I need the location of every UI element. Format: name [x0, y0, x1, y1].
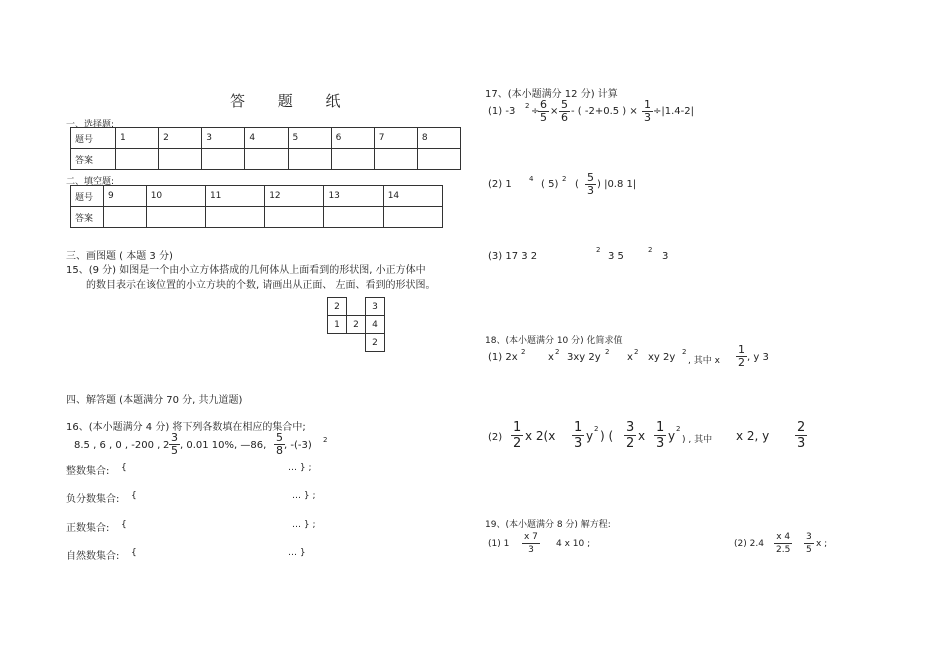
q18-p1-g: , y 3: [747, 352, 769, 363]
q16-numbers-c-sup: 2: [323, 436, 328, 444]
question-number: 8: [417, 128, 460, 149]
grid-cell: 3: [366, 298, 385, 316]
q16-numbers-c: , -(-3): [284, 440, 312, 451]
q17-p1-frac2: $\frac{5}{6}$: [561, 98, 568, 124]
q19-p2-b: x ;: [816, 539, 828, 549]
q18-heading: 18、(本小题满分 10 分) 化简求值: [485, 336, 623, 346]
question-number: 4: [245, 128, 288, 149]
q18-p2-h: x 2, y: [736, 429, 770, 443]
q17-p1-d: ÷|1.4-2|: [653, 106, 694, 117]
q18-p1-d: x: [627, 352, 633, 363]
answer-label: 答案: [71, 207, 104, 228]
answer-label: 答案: [71, 149, 116, 170]
table-row: [71, 128, 461, 149]
table-row: [71, 186, 443, 207]
grid-cell-empty: [347, 298, 366, 316]
q16-fraction: $\frac{5}{8}$: [276, 431, 283, 457]
q16-numbers-a: 8.5 , 6 , 0 , -200 ,: [74, 440, 161, 451]
section2-heading: 二、填空题:: [66, 177, 115, 187]
q18-p2-sup1: 2: [594, 425, 599, 433]
answer-cell[interactable]: [331, 149, 374, 170]
q17-p1-times: ×: [550, 106, 559, 117]
q17-p3: (3) 17 3 2: [488, 251, 538, 262]
q16-mixed-whole: 2: [163, 440, 170, 451]
q18-p1-e: xy 2y: [648, 352, 676, 363]
answer-cell[interactable]: [288, 149, 331, 170]
table-row: [71, 207, 443, 228]
grid-cell: 2: [347, 316, 366, 334]
q18-p2-frac2: $\frac{1}{3}$: [574, 420, 583, 451]
set-label-positive: 正数集合:: [66, 523, 110, 534]
q18-p1-a: (1) 2x: [488, 352, 518, 363]
answer-cell[interactable]: [245, 149, 288, 170]
answer-cell[interactable]: [202, 149, 245, 170]
answer-cell[interactable]: [374, 149, 417, 170]
answer-cell[interactable]: [265, 207, 324, 228]
q18-p2-frac1: $\frac{1}{2}$: [513, 420, 522, 451]
question-number: 11: [205, 186, 264, 207]
set-close: … } ;: [292, 520, 316, 530]
question-number: 6: [331, 128, 374, 149]
question-number: 7: [374, 128, 417, 149]
set-close: … } ;: [288, 463, 312, 473]
q19-p1-a: (1) 1: [488, 539, 510, 549]
header-label: 题号: [71, 186, 104, 207]
q18-p1-c: 3xy 2y: [567, 352, 601, 363]
set-label-natural: 自然数集合:: [66, 551, 120, 562]
q18-p2-b: x 2(x: [525, 429, 556, 443]
q19-p2-a: (2) 2.4: [734, 539, 764, 549]
q18-p2-e: x: [638, 429, 646, 443]
section4-heading: 四、解答题 (本题满分 70 分, 共九道题): [66, 395, 243, 406]
q17-p2-sup2: 2: [562, 175, 567, 183]
section3-heading: 三、画图题 ( 本题 3 分): [66, 251, 173, 262]
q18-p2-c: y: [586, 429, 594, 443]
q19-p1-b: 4 x 10 ;: [556, 539, 591, 549]
q17-p2-b: ( 5): [541, 179, 559, 190]
q17-heading: 17、(本小题满分 12 分) 计算: [485, 89, 618, 100]
q17-p2-a: (2) 1: [488, 179, 512, 190]
q17-p2-c: (: [575, 179, 579, 190]
answer-cell[interactable]: [324, 207, 383, 228]
set-label-integer: 整数集合:: [66, 466, 110, 477]
answer-cell[interactable]: [146, 207, 205, 228]
q15-line2: 的数目表示在该位置的小立方块的个数, 请画出从正面、 左面、看到的形状图。: [86, 280, 436, 291]
page-title: 答 题 纸: [230, 92, 355, 110]
q18-p1-sup2: 2: [555, 348, 560, 356]
q18-p1-sup3: 2: [605, 348, 610, 356]
answer-cell[interactable]: [417, 149, 460, 170]
q18-p2-sup2: 2: [676, 425, 681, 433]
q17-p2-frac: $\frac{5}{3}$: [587, 171, 594, 197]
fill-answer-table: [70, 185, 443, 228]
q18-p2-a: (2): [488, 432, 503, 443]
answer-cell[interactable]: [116, 149, 159, 170]
q17-p2-sup1: 4: [529, 175, 534, 183]
q18-p2-d: ) (: [600, 429, 614, 443]
q17-p2-d: ) |0.8 1|: [597, 179, 637, 190]
q17-p3-sup2: 2: [648, 246, 653, 254]
q18-p1-sup4: 2: [634, 348, 639, 356]
set-open: {: [131, 548, 137, 558]
answer-cell[interactable]: [159, 149, 202, 170]
q18-p1-frac: $\frac{1}{2}$: [738, 343, 745, 369]
q16-mixed-fraction: $\frac{3}{5}$: [171, 431, 178, 457]
q18-p1-sup1: 2: [521, 348, 526, 356]
grid-cell: 2: [366, 334, 385, 352]
q17-p1-frac1: $\frac{6}{5}$: [540, 98, 547, 124]
q17-p1-sup: 2: [525, 102, 530, 110]
header-label: 题号: [71, 128, 116, 149]
grid-cell-empty: [328, 334, 347, 352]
set-close: … } ;: [292, 491, 316, 501]
set-open: {: [121, 463, 127, 473]
q19-heading: 19、(本小题满分 8 分) 解方程:: [485, 520, 611, 530]
q18-p1-b: x: [548, 352, 554, 363]
q17-p3-c: 3: [662, 251, 669, 262]
top-view-grid: [327, 297, 385, 352]
question-number: 14: [383, 186, 442, 207]
question-number: 9: [104, 186, 147, 207]
question-number: 10: [146, 186, 205, 207]
q19-p2-frac1: $\frac{x 4}{2.5}$: [776, 532, 791, 555]
q18-p2-g: ) , 其中: [682, 435, 713, 445]
q19-p1-frac: $\frac{x 7}{3}$: [524, 532, 538, 555]
q18-p1-sup5: 2: [682, 348, 687, 356]
set-open: {: [131, 491, 137, 501]
set-open: {: [121, 520, 127, 530]
q17-p3-sup1: 2: [596, 246, 601, 254]
q17-p1-div: ÷: [531, 106, 540, 117]
question-number: 5: [288, 128, 331, 149]
q18-p2-frac4: $\frac{1}{3}$: [656, 420, 665, 451]
answer-cell[interactable]: [104, 207, 147, 228]
q15-line1: 15、(9 分) 如图是一个由小立方体搭成的几何体从上面看到的形状图, 小正方体中: [66, 265, 426, 276]
section1-heading: 一、选择题:: [66, 120, 115, 130]
grid-cell: 1: [328, 316, 347, 334]
question-number: 3: [202, 128, 245, 149]
q18-p2-frac5: $\frac{2}{3}$: [797, 420, 806, 451]
q18-p2-frac3: $\frac{3}{2}$: [626, 420, 635, 451]
choice-answer-table: [70, 127, 461, 170]
question-number: 1: [116, 128, 159, 149]
grid-cell: 2: [328, 298, 347, 316]
answer-cell[interactable]: [205, 207, 264, 228]
q17-p3-b: 3 5: [608, 251, 624, 262]
q16-numbers-b: , 0.01 10%, —86,: [180, 440, 267, 451]
question-number: 12: [265, 186, 324, 207]
q16-heading: 16、(本小题满分 4 分) 将下列各数填在相应的集合中;: [66, 422, 306, 433]
grid-cell: 4: [366, 316, 385, 334]
set-label-negative-fraction: 负分数集合:: [66, 494, 120, 505]
table-row: [71, 149, 461, 170]
q18-p1-f: , 其中 x: [688, 356, 720, 366]
question-number: 13: [324, 186, 383, 207]
q17-p1-a: (1) -3: [488, 106, 516, 117]
grid-cell-empty: [347, 334, 366, 352]
q18-p2-f: y: [668, 429, 676, 443]
question-number: 2: [159, 128, 202, 149]
q19-p2-frac2: $\frac{3}{5}$: [806, 532, 812, 555]
set-close: … }: [288, 548, 306, 558]
q17-p1-frac3: $\frac{1}{3}$: [644, 98, 651, 124]
answer-cell[interactable]: [383, 207, 442, 228]
q17-p1-c: - ( -2+0.5 ) ×: [571, 106, 638, 117]
